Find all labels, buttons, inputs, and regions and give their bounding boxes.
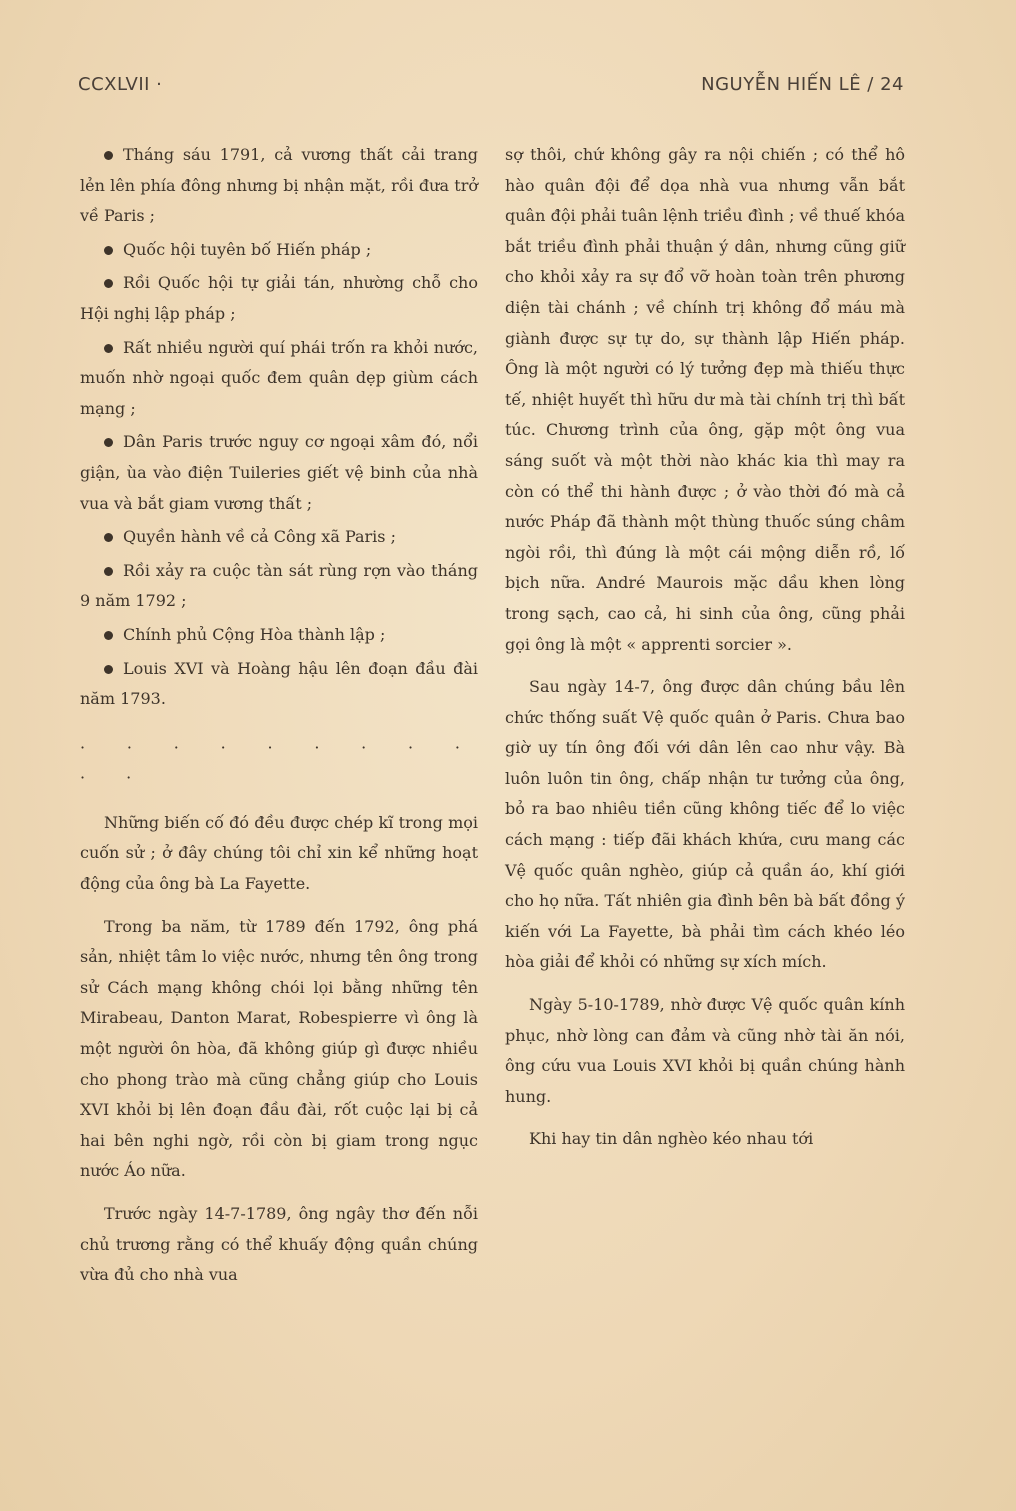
bullet-item (80, 620, 478, 651)
bullet-text: Quốc hội tuyên bố Hiến pháp ; (123, 239, 372, 259)
bullet-item (80, 333, 478, 425)
header-left: CCXLVII · (78, 74, 163, 95)
body-paragraph: Những biến cố đó đều được chép kĩ trong mọi cuốn sử ; ở đây chúng tôi chỉ xin kể những hoạt động của ông bà La Fayette. (80, 812, 478, 894)
bullet-item (80, 235, 478, 266)
bullet-text: Rồi xảy ra cuộc tàn sát rùng rợn vào tháng 9 năm 1792 ; (80, 560, 478, 611)
bullet-text: Rồi Quốc hội tự giải tán, nhường chỗ cho Hội nghị lập pháp ; (80, 273, 478, 323)
body-paragraph: Sau ngày 14-7, ông được dân chúng bầu lên chức thống suất Vệ quốc quân ở Paris. Chưa bao giờ uy tín ông đối với dân lên cao như vậy. Bà luôn luôn tin ông, chấp nhận tư tưởng của ông, bỏ ra bao nhiêu tiền cũng không tiếc để lo việc cách mạng : tiếp đãi khách khứa, cưu mang các Vệ quốc quân nghèo, giúp cả quần áo, khí giới cho họ nữa. Tất nhiên gia đình bên bà bất đồng ý kiến với La Fayette, bà phải tìm cách khéo léo hòa giải để khỏi có những sự xích mích. (505, 677, 905, 972)
left-column (80, 140, 478, 1303)
bullet-icon (104, 533, 113, 542)
bullet-icon (104, 665, 113, 674)
bullet-icon (104, 246, 113, 255)
bullet-icon (104, 438, 113, 447)
right-column (505, 140, 905, 1167)
body-paragraph: Khi hay tin dân nghèo kéo nhau tới (529, 1129, 814, 1149)
bullet-text: Louis XVI và Hoàng hậu lên đoạn đầu đài năm 1793. (80, 658, 478, 709)
body-paragraph: Trước ngày 14-7-1789, ông ngây thơ đến nỗi chủ trương rằng có thể khuấy động quần chúng vừa đủ cho nhà vua (80, 1204, 478, 1285)
bullet-item (80, 522, 478, 553)
bullet-text: Dân Paris trước nguy cơ ngoại xâm đó, nổi giận, ùa vào điện Tuileries giết vệ binh của nhà vua và bắt giam vương thất ; (80, 432, 478, 513)
page-header (78, 74, 904, 106)
bullet-item (80, 427, 478, 519)
body-paragraph: Ngày 5-10-1789, nhờ được Vệ quốc quân kính phục, nhờ lòng can đảm và cũng nhờ tài ăn nói, ông cứu vua Louis XVI khỏi bị quần chúng hành hung. (505, 995, 905, 1106)
bullet-text: Chính phủ Cộng Hòa thành lập ; (123, 624, 386, 644)
bullet-icon (104, 631, 113, 640)
bullet-item (80, 556, 478, 617)
bullet-text: Rất nhiều người quí phái trốn ra khỏi nước, muốn nhờ ngoại quốc đem quân dẹp giùm cách mạng ; (80, 337, 478, 418)
body-paragraph: Trong ba năm, từ 1789 đến 1792, ông phá sản, nhiệt tâm lo việc nước, nhưng tên ông trong sử Cách mạng không chói lọi bằng những tên Mirabeau, Danton Marat, Robespierre vì ông là một người ôn hòa, đã không giúp gì được nhiều cho phong trào mà cũng chẳng giúp cho Louis XVI khỏi bị lên đoạn đầu đài, rốt cuộc lại bị cả hai bên nghi ngờ, rồi còn bị giam trong ngục nước Áo nữa. (80, 916, 478, 1181)
ellipsis-divider: · · · · · · · · · · · (80, 737, 478, 788)
bullet-icon (104, 344, 113, 353)
bullet-text: Tháng sáu 1791, cả vương thất cải trang lẻn lên phía đông nhưng bị nhận mặt, rồi đưa trở về Paris ; (80, 145, 478, 226)
bullet-icon (104, 279, 113, 288)
bullet-item (80, 140, 478, 232)
bullet-text: Quyền hành về cả Công xã Paris ; (123, 527, 396, 547)
bullet-item (80, 654, 478, 715)
bullet-icon (104, 567, 113, 576)
bullet-icon (104, 151, 113, 160)
body-paragraph: sợ thôi, chứ không gây ra nội chiến ; có thể hô hào quân đội để dọa nhà vua nhưng vẫn bắt quân đội phải tuân lệnh triều đình ; về thuế khóa bắt triều đình phải thuận ý dân, nhưng cũng giữ cho khỏi xảy ra sự đổ vỡ hoàn toàn trên phương diện tài chánh ; về chính trị không đổ máu mà giành được sự tự do, sự thành lập Hiến pháp. Ông là một người có lý tưởng đẹp mà thiếu thực tế, nhiệt huyết thì hữu dư mà tài chính trị thì bất túc. Chương trình của ông, gặp một ông vua sáng suốt và một thời nào khác kia thì may ra còn có thể thi hành được ; ở vào thời đó mà cả nước Pháp đã thành một thùng thuốc súng châm ngòi rồi, thì đúng là một cái mộng diễn rồ, lố bịch nữa. André Maurois mặc dầu khen lòng trong sạch, cao cả, hi sinh của ông, cũng phải gọi ông là một « apprenti sorcier ». (505, 145, 905, 654)
header-right: NGUYỄN HIẾN LÊ / 24 (701, 74, 904, 95)
bullet-item (80, 268, 478, 329)
